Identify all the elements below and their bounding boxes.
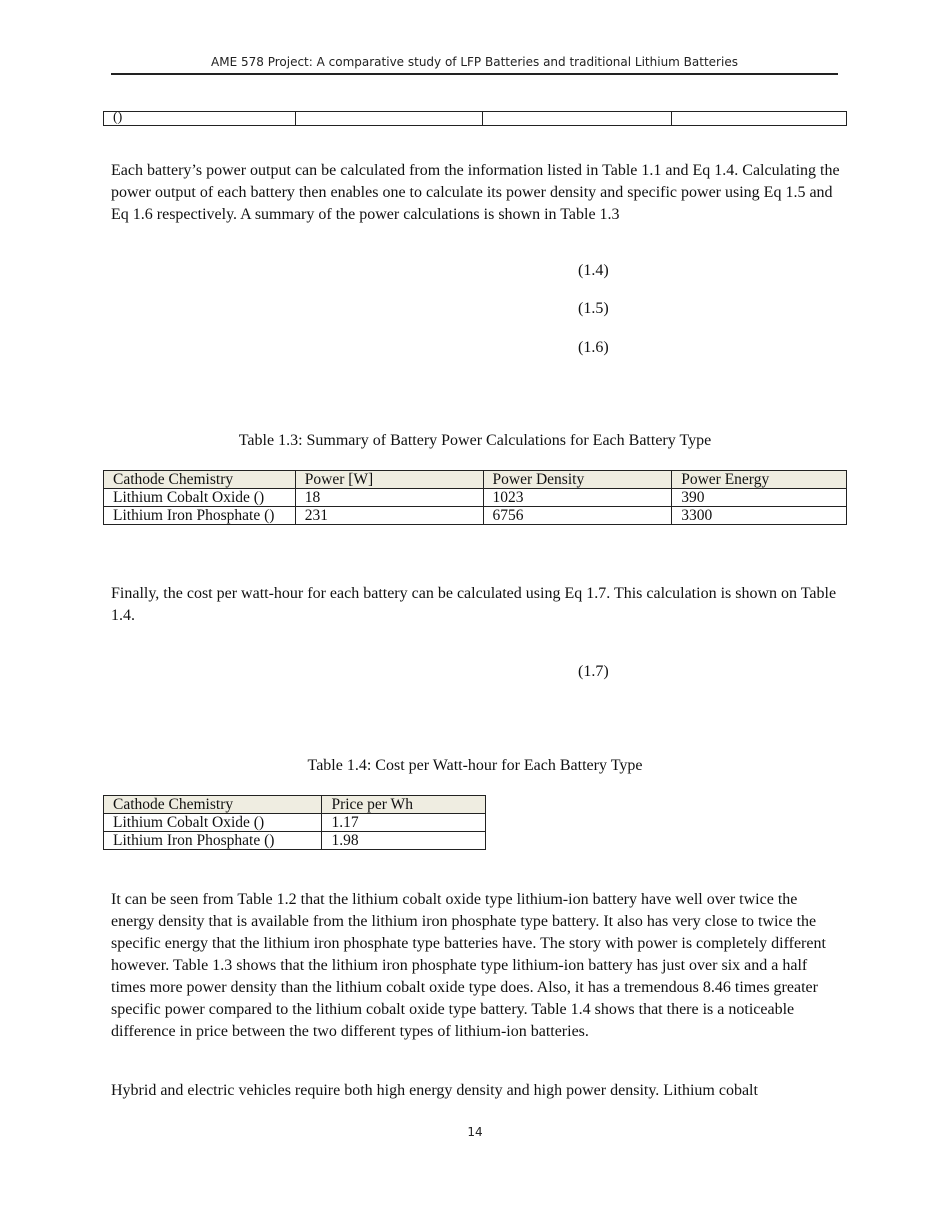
table-cell: 6756 [483,507,672,525]
running-header: AME 578 Project: A comparative study of LFP Batteries and traditional Lithium Batteries [211,55,738,69]
table-1-4 [103,795,486,850]
table-1-4-caption: Table 1.4: Cost per Watt-hour for Each Battery Type [307,757,643,774]
table-cell: 390 [672,489,847,507]
table-row [104,489,847,507]
column-header: Cathode Chemistry [104,471,296,489]
table-row [104,814,486,832]
table-cell: Lithium Iron Phosphate () [104,507,296,525]
paragraph-power-output: Each battery’s power output can be calculated from the information listed in Table 1.1 and Eq 1.4. Calculating the power output of each battery then enables one to calculate its power density and specific power using Eq 1.5 and Eq 1.6 respectively. A summary of the power calculations is shown in Table 1.3 [111,162,840,223]
table-row [104,507,847,525]
column-header: Cathode Chemistry [104,796,322,814]
equation-number-1-4: (1.4) [578,262,609,279]
column-header: Power [W] [295,471,483,489]
table-1-3 [103,470,847,525]
equation-number-1-7: (1.7) [578,663,609,680]
table-1-3-caption: Table 1.3: Summary of Battery Power Calculations for Each Battery Type [238,432,712,449]
table-cell: Lithium Iron Phosphate () [104,832,322,850]
paragraph-comparison: It can be seen from Table 1.2 that the lithium cobalt oxide type lithium-ion battery have well over twice the energy density that is available from the lithium iron phosphate type battery. It also has very close to twice the specific energy that the lithium iron phosphate type batteries have. The story with power is completely different however. Table 1.3 shows that the lithium iron phosphate type lithium-ion battery has just over six and a half times more power density than the lithium cobalt oxide type does. Also, it has a tremendous 8.46 times greater specific power compared to the lithium cobalt oxide type battery. Table 1.4 shows that there is a noticeable difference in price between the two different types of lithium-ion batteries. [111,891,826,1040]
column-header: Power Density [483,471,672,489]
column-header: Power Energy [672,471,847,489]
table-cell: Lithium Cobalt Oxide () [104,814,322,832]
column-header: Price per Wh [322,796,486,814]
table-row [104,112,847,126]
table-header-row [104,471,847,489]
table-cell: () [104,112,296,126]
table-cell: 3300 [672,507,847,525]
table-cell: 18 [295,489,483,507]
table-cell: 1.17 [322,814,486,832]
paragraph-cost-per-watt-hour: Finally, the cost per watt-hour for each battery can be calculated using Eq 1.7. This calculation is shown on Table 1.4. [111,585,837,624]
table-row [104,832,486,850]
table-cell: 1.98 [322,832,486,850]
paragraph-hybrid-vehicles: Hybrid and electric vehicles require both high energy density and high power density. Lithium cobalt [111,1082,758,1099]
equation-number-1-5: (1.5) [578,300,609,317]
table-header-row [104,796,486,814]
table-cell [483,112,672,126]
table-cell [295,112,483,126]
table-cell: Lithium Cobalt Oxide () [104,489,296,507]
equation-number-1-6: (1.6) [578,339,609,356]
table-cell: 231 [295,507,483,525]
page-number: 14 [467,1125,483,1139]
partial-table-continued [103,111,847,126]
table-cell: 1023 [483,489,672,507]
table-cell [672,112,847,126]
header-rule [111,73,838,75]
